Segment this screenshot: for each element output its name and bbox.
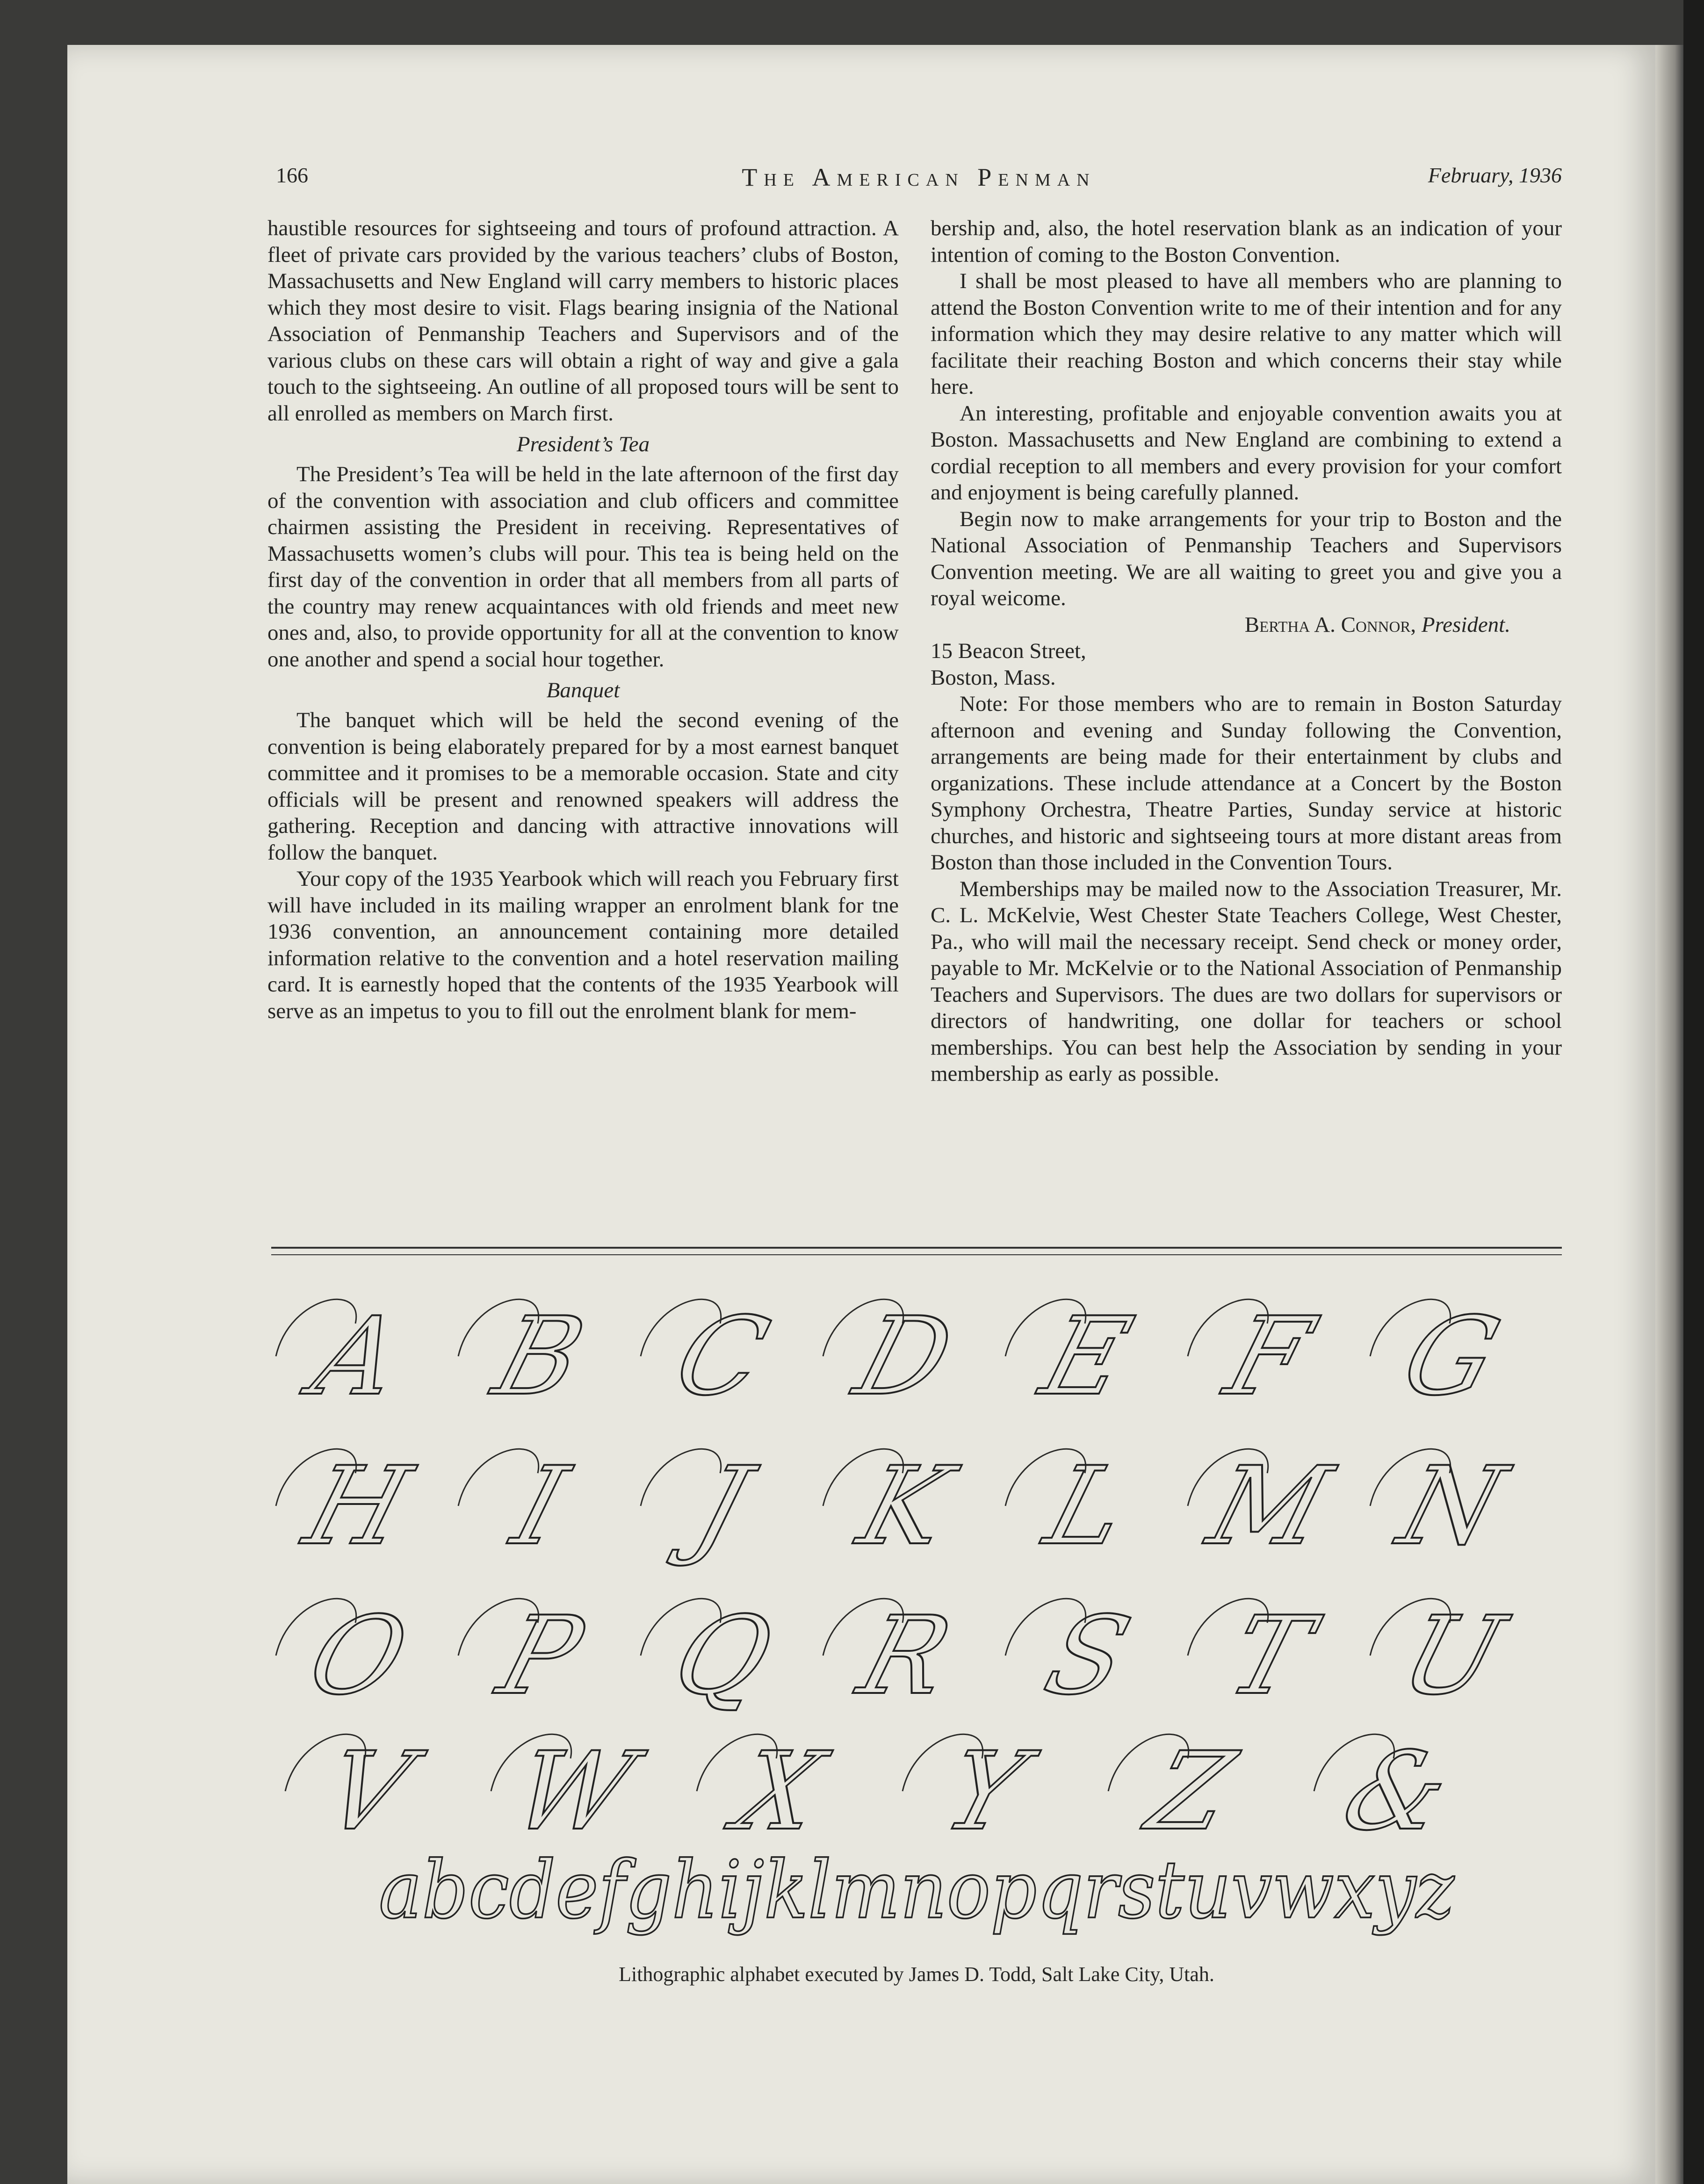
paragraph: bership and, also, the hotel reservation blank as an indication of your intention of coming to the Boston Convention.	[931, 216, 1562, 267]
script-capital-letter: V	[311, 1729, 425, 1854]
address-line: Boston, Mass.	[931, 665, 1056, 690]
script-capital-letter: W	[500, 1729, 647, 1854]
script-capital-letter: G	[1390, 1294, 1512, 1419]
scan-edge	[1683, 0, 1704, 2184]
double-rule-bottom	[271, 1254, 1562, 1255]
script-capital-letter: I	[500, 1444, 579, 1569]
signature	[931, 612, 1562, 638]
paragraph: The President’s Tea will be held in the late afternoon of the first day of the convention with association and club officers and committee chairmen assisting the President in receiving. Representatives of Massachusetts women’s clubs will pour. This tea is being held on the first day of the convention in order that all members from all parts of the country may renew acquaintances with old friends and meet new ones and, also, to provide opportunity for all at the convention to know one another and spend a social hour together.	[267, 462, 899, 672]
double-rule-top	[271, 1247, 1562, 1249]
left-column	[267, 215, 899, 1024]
script-capital-letter: J	[683, 1444, 762, 1569]
paragraph: haustible resources for sightseeing and tours of profound attraction. A fleet of private cars provided by the various teachers’ clubs of Boston, Massachusetts and New England will carry members to historic places which they most desire to visit. Flags bearing insignia of the National Association of Penmanship Teachers and Supervisors and of the various clubs on these cars will obtain a right of way and give a gala touch to the sightseeing. An outline of all proposed tours will be sent to all enrolled as members on March first.	[267, 216, 899, 426]
figure-caption: Lithographic alphabet executed by James D. Todd, Salt Lake City, Utah.	[619, 1963, 1214, 1986]
script-capital-letter: X	[723, 1729, 836, 1854]
paragraph: Memberships may be mailed now to the Association Treasurer, Mr. C. L. McKelvie, West Chester State Teachers College, West Chester, Pa., who will mail the necessary receipt. Send check or money order, payable to Mr. McKelvie or to the National Association of Penmanship Teachers and Supervisors. The dues are two dollars for supervisors or directors of handwriting, one dollar for teachers or school memberships. You can best help the Association by sending in your membership as early as possible.	[931, 876, 1562, 1086]
script-capital-letter: A	[300, 1294, 414, 1419]
signature-title: President.	[1421, 612, 1510, 637]
section-heading-presidents-tea: President’s Tea	[516, 432, 650, 456]
script-alphabet	[262, 1263, 1571, 1945]
script-lowercase-alphabet: abcdefghijklmnopqrstuvwxyz	[379, 1844, 1455, 1937]
script-capital-letter: &	[1330, 1729, 1463, 1854]
script-capital-letter: H	[292, 1444, 423, 1569]
script-capital-letter: O	[296, 1593, 420, 1719]
book-spine-shadow	[1655, 45, 1683, 2184]
script-capital-letter: E	[1029, 1294, 1144, 1419]
script-capital-letter: K	[846, 1444, 963, 1569]
script-capital-letter: N	[1386, 1444, 1517, 1569]
script-capital-letter: B	[482, 1294, 597, 1419]
signature-name: Bertha A. Connor,	[1244, 612, 1416, 637]
script-capital-letter: U	[1389, 1593, 1516, 1719]
paragraph: Note: For those members who are to remain in Boston Saturday afternoon and evening and Sunday following the Convention, arrangements are being made for their entertainment by clubs and organizations. These include attendance at a Concert by the Boston Symphony Orchestra, Theatre Parties, Sunday service at historic churches, and historic and sightseeing tours at more distant areas from Boston than those included in the Convention Tours.	[931, 692, 1562, 875]
script-capital-letter: M	[1196, 1444, 1343, 1569]
paragraph: I shall be most pleased to have all members who are planning to attend the Boston Convention write to me of their intention and for any information which they may desire relative to any matter which will facilitate their reaching Boston and which concerns their stay while here.	[931, 269, 1562, 399]
address-line: 15 Beacon Street,	[931, 639, 1086, 663]
script-capital-letter: R	[846, 1593, 964, 1719]
script-capital-letter: L	[1033, 1444, 1141, 1569]
journal-title: The American Penman	[742, 163, 1096, 191]
script-capital-letter: Y	[931, 1729, 1039, 1854]
script-capital-letter: S	[1033, 1593, 1142, 1719]
page-number: 166	[276, 163, 308, 187]
section-heading-banquet: Banquet	[546, 678, 620, 702]
script-capital-letter: D	[843, 1294, 965, 1419]
running-header	[276, 163, 1562, 200]
script-capital-letter: C	[662, 1294, 781, 1419]
script-capital-letter: Q	[661, 1593, 785, 1719]
script-capital-letter: T	[1216, 1593, 1324, 1719]
paragraph: The banquet which will be held the second evening of the convention is being elaborately prepared for by a most earnest banquet committee and it promises to be a memorable occasion. State and city officials will be present and renowned speakers will address the gathering. Reception and dancing with attractive innovations will follow the banquet.	[267, 708, 899, 865]
script-capital-letter: F	[1213, 1294, 1324, 1419]
issue-date: February, 1936	[1428, 163, 1562, 187]
right-column	[931, 215, 1562, 1087]
script-capital-letter: Z	[1135, 1729, 1246, 1854]
script-capital-letter: P	[486, 1593, 595, 1719]
paragraph: An interesting, profitable and enjoyable convention awaits you at Boston. Massachusetts and New England are combining to extend a cordial reception to all members and every provision for your comfort and enjoyment is being carefully planned.	[931, 401, 1562, 505]
paragraph: Your copy of the 1935 Yearbook which will reach you February first will have included in its mailing wrapper an enrolment blank for tne 1936 convention, an announcement containing more detailed information relative to the convention and a hotel reservation mailing card. It is earnestly hoped that the contents of the 1935 Yearbook will serve as an impetus to you to fill out the enrolment blank for mem-	[267, 867, 899, 1023]
paragraph: Begin now to make arrangements for your trip to Boston and the National Association of Penmanship Teachers and Supervisors Convention meeting. We are all waiting to greet you and give you a royal weicome.	[931, 506, 1562, 610]
